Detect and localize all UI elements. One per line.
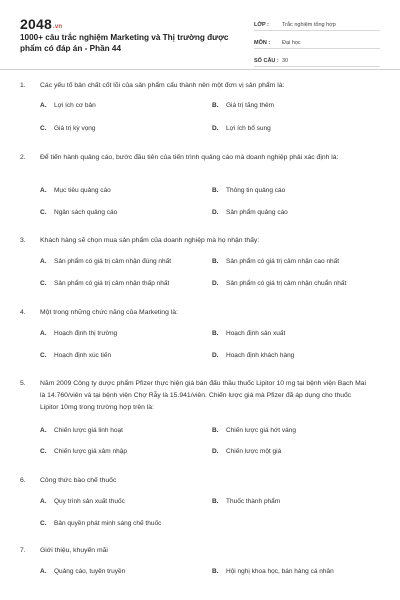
question-stem <box>20 378 370 414</box>
option-a[interactable]: A. Sản phẩm có giá trị cảm nhận đúng nhất <box>40 258 172 265</box>
option-b[interactable]: B. Hoạch định sản xuất <box>212 330 286 337</box>
question-stem <box>20 475 370 487</box>
option-d[interactable]: D. Sản phẩm quảng cáo <box>212 209 288 216</box>
option-a[interactable]: A. Mục tiêu quảng cáo <box>40 187 111 194</box>
option-b[interactable]: B. Thuốc thành phẩm <box>212 498 281 505</box>
meta-row-count <box>254 52 380 67</box>
question-stem <box>20 307 370 319</box>
option-c[interactable]: C. Chiến lược giá xâm nhập <box>40 448 127 455</box>
option-c[interactable]: C. Hoạch định xúc tiến <box>40 352 112 359</box>
question-stem <box>20 545 370 557</box>
option-c[interactable]: C. Ngân sách quảng cáo <box>40 209 118 216</box>
question-number: 2. <box>20 154 26 161</box>
option-c[interactable]: C. Sản phẩm có giá trị cảm nhận thấp nhất <box>40 280 170 287</box>
question-number: 6. <box>20 477 26 484</box>
document-meta <box>254 16 380 70</box>
option-c[interactable]: C. Bản quyền phát minh sáng chế thuốc <box>40 520 162 527</box>
option-a[interactable]: A. Quy trình sản xuất thuốc <box>40 498 125 505</box>
option-a[interactable]: A. Hoạch định thị trường <box>40 330 118 337</box>
document-header <box>0 0 400 66</box>
question-number: 4. <box>20 309 26 316</box>
question-number: 5. <box>20 380 26 387</box>
meta-value: Trắc nghiệm tổng hợp <box>282 22 336 28</box>
option-b[interactable]: B. Giá trị tăng thêm <box>212 102 275 109</box>
option-b[interactable]: B. Sản phẩm có giá trị cảm nhận cao nhất <box>212 258 340 265</box>
logo-suffix: .vn <box>52 24 63 30</box>
option-b[interactable]: B. Chiến lược giá hớt váng <box>212 427 296 434</box>
question-number: 1. <box>20 82 26 89</box>
option-a[interactable]: A. Quảng cáo, tuyên truyền <box>40 568 126 575</box>
option-d[interactable]: D. Hoạch định khách hàng <box>212 352 295 359</box>
header-divider <box>0 69 400 70</box>
question-text: Công thức bào chế thuốc <box>40 477 117 484</box>
meta-row-class <box>254 16 380 31</box>
question-number: 3. <box>20 237 26 244</box>
option-b[interactable]: B. Hội nghị khoa học, bán hàng cá nhân <box>212 568 334 575</box>
question-text: Năm 2009 Công ty dược phẩm Pfizer thực hiện giá bán đấu thầu thuốc Lipitor 10 mg tại bệnh viện Bạch Mai là 14.760/viên và tại bệnh viện Chợ Rẫy là 15.941/viên. Chiến lược giá mà Pfizer đã áp dụng cho thuốc Lipitor 10mg trong trường hợp trên là: <box>40 380 367 411</box>
question-stem <box>20 152 370 164</box>
document-title: 1000+ câu trắc nghiệm Marketing và Thị trường được phẩm có đáp án - Phần 44 <box>20 33 229 53</box>
logo-text: 2048 <box>20 16 52 32</box>
question-text: Các yếu tố bản chất cốt lõi của sản phẩm cấu thành nên một đơn vị sản phẩm là: <box>40 82 285 89</box>
option-d[interactable]: D. Sản phẩm có giá trị cảm nhận chuẩn nhất <box>212 280 347 287</box>
meta-row-subject <box>254 34 380 49</box>
question-text: Giới thiệu, khuyến mãi <box>40 547 108 554</box>
option-b[interactable]: B. Thông tin quảng cáo <box>212 187 286 194</box>
option-a[interactable]: A. Chiến lược giá linh hoạt <box>40 427 123 434</box>
meta-label: LỚP : <box>254 22 269 28</box>
meta-label: SỐ CÂU : <box>254 58 279 64</box>
question-text: Một trong những chức năng của Marketing là: <box>40 309 178 316</box>
question-number: 7. <box>20 547 26 554</box>
meta-value: Đại học <box>282 40 301 46</box>
option-d[interactable]: D. Lợi ích bổ sung <box>212 125 271 132</box>
meta-label: MÔN : <box>254 40 271 46</box>
site-logo[interactable] <box>20 16 62 32</box>
option-c[interactable]: C. Giá trị kỳ vọng <box>40 125 96 132</box>
question-text: Khách hàng sẽ chọn mua sản phẩm của doanh nghiệp mà họ nhận thấy: <box>40 237 260 244</box>
question-text: Để tiến hành quảng cáo, bước đầu tiên của tiến trình quảng cáo mà doanh nghiệp phải xác định là: <box>40 154 339 161</box>
question-stem <box>20 235 370 247</box>
option-a[interactable]: A. Lợi ích cơ bản <box>40 102 96 109</box>
meta-value: 30 <box>282 58 289 64</box>
option-d[interactable]: D. Chiến lược một giá <box>212 448 282 455</box>
question-stem <box>20 80 370 92</box>
